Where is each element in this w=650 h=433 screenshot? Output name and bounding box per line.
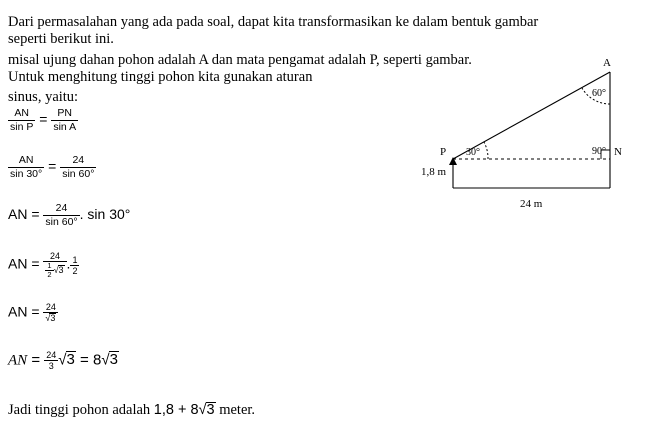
eq4-den-frac-den: 2 — [47, 270, 52, 279]
eq6-rhs-equals: = — [80, 351, 89, 369]
eq2-den-right: sin 60° — [62, 168, 95, 180]
conclusion-unit: meter. — [219, 402, 256, 418]
intro-line-1: Dari permasalahan yang ada pada soal, dapat kita transformasikan ke dalam bentuk gambar — [8, 14, 539, 30]
equation-an-result: AN = $\frac{24}{3}$ √3 = 8√3 — [8, 350, 118, 371]
eq4-den-frac-num: 1 — [47, 261, 52, 270]
eq4-num: 24 — [43, 251, 66, 262]
eq6-num: 24 — [46, 350, 57, 360]
eq4-dot: . — [66, 255, 71, 272]
eq3-den: sin 60° — [45, 216, 78, 228]
eq6-lhs: AN — [8, 352, 28, 369]
intro-line-4: Untuk menghitung tinggi pohon kita gunakan aturan — [8, 69, 313, 85]
eq1-num-left: AN — [8, 107, 35, 121]
eq3-lhs: AN = — [8, 206, 40, 223]
label-p: P — [440, 146, 447, 158]
conclusion-text: Jadi tinggi pohon adalah — [8, 402, 151, 418]
height-label: 1,8 m — [421, 166, 447, 178]
intro-line-2: seperti berikut ini. — [8, 31, 114, 47]
hypotenuse-line — [453, 72, 610, 159]
intro-line-5: sinus, yaitu: — [8, 89, 79, 105]
eq2-den-left: sin 30° — [10, 168, 43, 180]
observer-arrow-icon — [449, 157, 457, 165]
eq4-half-num: 1 — [72, 254, 78, 265]
conclusion-root: 3 — [206, 402, 215, 418]
eq5-den-root: 3 — [50, 313, 56, 323]
label-n: N — [614, 146, 622, 158]
eq4-den-root: 3 — [58, 264, 64, 275]
eq6-root: 3 — [66, 351, 75, 369]
eq6-den: 3 — [48, 361, 54, 371]
angle-p-label: 30° — [466, 147, 480, 158]
eq2-equals: = — [48, 158, 57, 175]
conclusion-line: Jadi tinggi pohon adalah 1,8 + 8√3 meter. — [8, 402, 256, 418]
eq5-lhs: AN = — [8, 303, 40, 320]
eq1-den-right: sin A — [53, 121, 77, 133]
angle-p-arc — [484, 142, 488, 159]
equation-an-values: AN = 24 $\frac{1}{2}$ √3 . $\frac{1}{2}$ — [8, 251, 78, 279]
eq4-lhs: AN = — [8, 255, 40, 272]
label-a: A — [603, 57, 611, 69]
base-label: 24 m — [520, 198, 543, 210]
eq3-rhs: . sin 30° — [79, 206, 131, 223]
eq6-rhs-coef: 8 — [92, 351, 102, 369]
eq3-num: 24 — [43, 202, 79, 216]
eq1-num-right: PN — [51, 107, 78, 121]
eq6-equals: = — [31, 351, 41, 369]
eq4-half-den: 2 — [72, 265, 78, 276]
intro-line-3: misal ujung dahan pohon adalah A dan mata pengamat adalah P, seperti gambar. — [8, 52, 472, 68]
equation-an-simplified: AN = $\frac{24}{√3}$ — [8, 302, 58, 323]
angle-a-label: 60° — [592, 88, 606, 99]
eq2-num-left: AN — [8, 154, 44, 168]
eq1-equals: = — [39, 111, 48, 128]
conclusion-value: 1,8 + 8 — [153, 402, 199, 418]
eq2-num-right: 24 — [60, 154, 96, 168]
eq5-num: 24 — [43, 302, 58, 313]
eq1-den-left: sin P — [10, 121, 34, 133]
eq6-rhs-root: 3 — [109, 351, 118, 369]
angle-n-label: 90° — [592, 146, 606, 157]
